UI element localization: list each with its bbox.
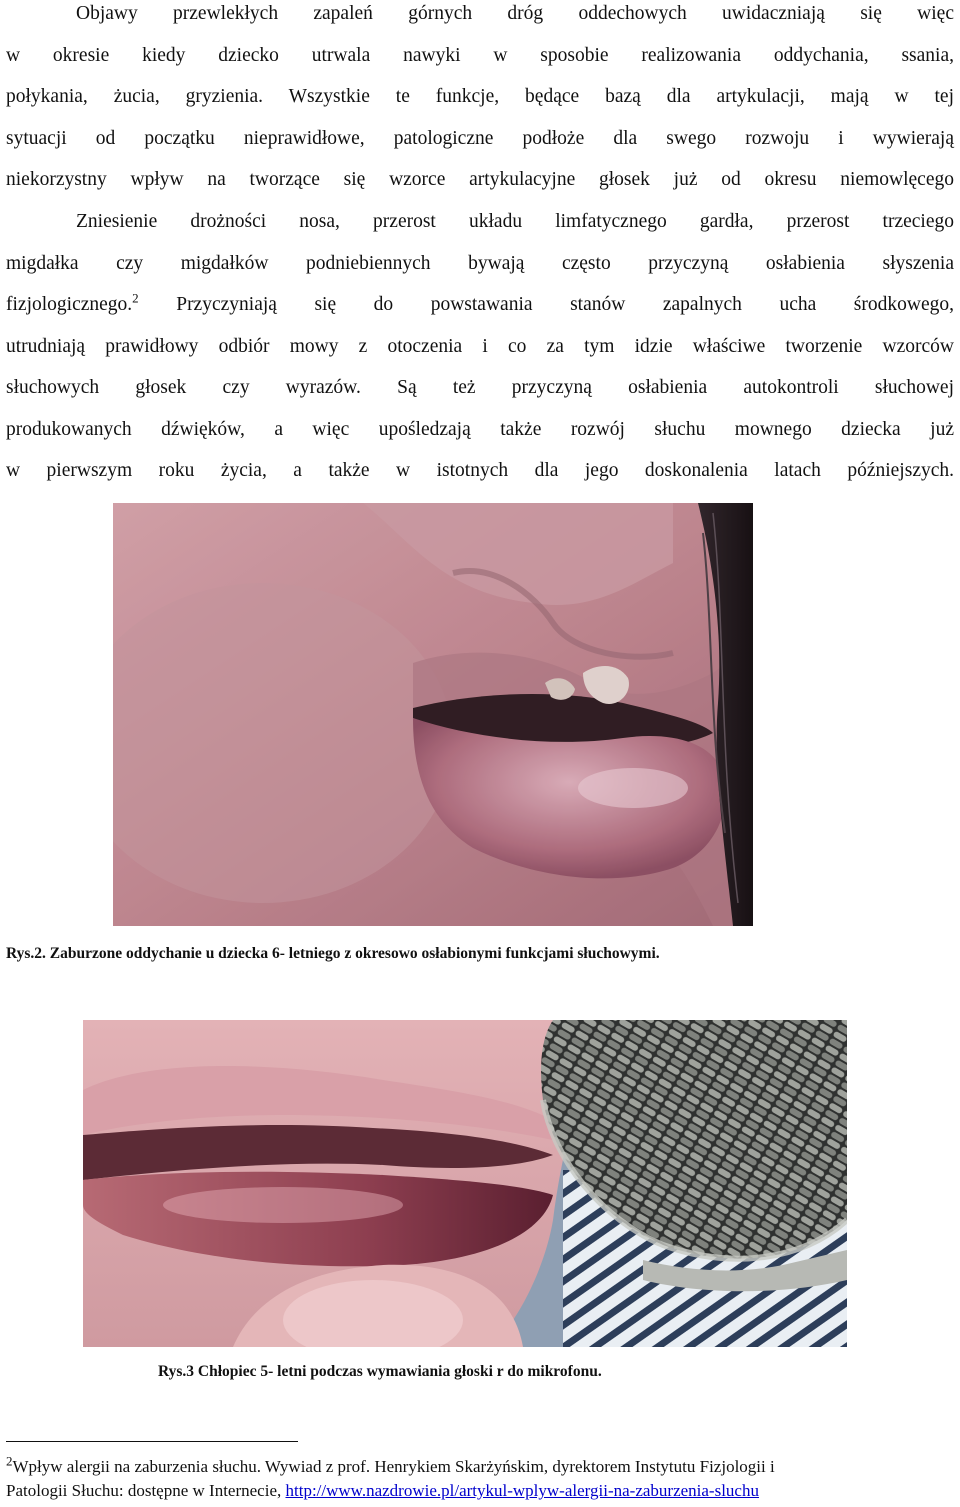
footnote-line <box>6 1479 954 1503</box>
footnote-separator <box>6 1441 298 1442</box>
paragraph-2 <box>6 201 954 492</box>
text-line <box>6 284 954 326</box>
paragraph-1 <box>6 0 954 201</box>
footnote-number: 2 <box>6 1453 13 1469</box>
figure-3-caption: Rys.3 Chłopiec 5- letni podczas wymawiania głoski r do mikrofonu. <box>158 1363 602 1380</box>
footnote-text: Wpływ alergii na zaburzenia słuchu. Wywiad z prof. Henrykiem Skarżyńskim, dyrektorem Instytutu Fizjologii i <box>12 1457 775 1476</box>
text-line: Zniesienie drożności nosa, przerost układu limfatycznego gardła, przerost trzeciego <box>76 211 954 232</box>
text-segment: Przyczyniają się do powstawania stanów zapalnych ucha środkowego, <box>138 294 954 315</box>
text-segment: fizjologicznego. <box>6 294 133 315</box>
mouth-microphone-illustration <box>83 1020 847 1347</box>
text-line: utrudniają prawidłowy odbiór mowy z otoczenia i co za tym idzie właściwe tworzenie wzorców <box>6 335 954 357</box>
figure-2-photo <box>113 503 753 926</box>
figure-2-caption: Rys.2. Zaburzone oddychanie u dziecka 6- letniego z okresowo osłabionymi funkcjami słuchowymi. <box>6 945 660 962</box>
figure-3-photo <box>83 1020 847 1347</box>
text-line: migdałka czy migdałków podniebiennych bywają często przyczyną osłabienia słyszenia <box>6 252 954 274</box>
footnote-line <box>6 1455 954 1479</box>
text-line: niekorzystny wpływ na tworzące się wzorce artykulacyjne głosek już od okresu niemowlęcego <box>6 169 954 190</box>
open-mouth-illustration <box>113 503 753 926</box>
text-line: słuchowych głosek czy wyrazów. Są też przyczyną osłabienia autokontroli słuchowej <box>6 377 954 398</box>
text-line: w okresie kiedy dziecko utrwala nawyki w sposobie realizowania oddychania, ssania, <box>6 44 954 66</box>
text-line: produkowanych dźwięków, a więc upośledzają także rozwój słuchu mownego dziecka już <box>6 418 954 440</box>
footnote-reference: 2 <box>132 290 139 306</box>
text-line: w pierwszym roku życia, a także w istotnych dla jego doskonalenia latach późniejszych. <box>6 460 954 481</box>
footnote-text: Patologii Słuchu: dostępne w Internecie, <box>6 1481 286 1500</box>
text-line: Objawy przewlekłych zapaleń górnych dróg oddechowych uwidaczniają się więc <box>76 3 954 24</box>
source-link[interactable]: http://www.nazdrowie.pl/artykul-wplyw-alergii-na-zaburzenia-sluchu <box>285 1481 759 1500</box>
text-line: sytuacji od początku nieprawidłowe, patologiczne podłoże dla swego rozwoju i wywierają <box>6 127 954 149</box>
text-line: połykania, żucia, gryzienia. Wszystkie te funkcje, będące bazą dla artykulacji, mają w tej <box>6 86 954 107</box>
footnote <box>6 1455 954 1503</box>
